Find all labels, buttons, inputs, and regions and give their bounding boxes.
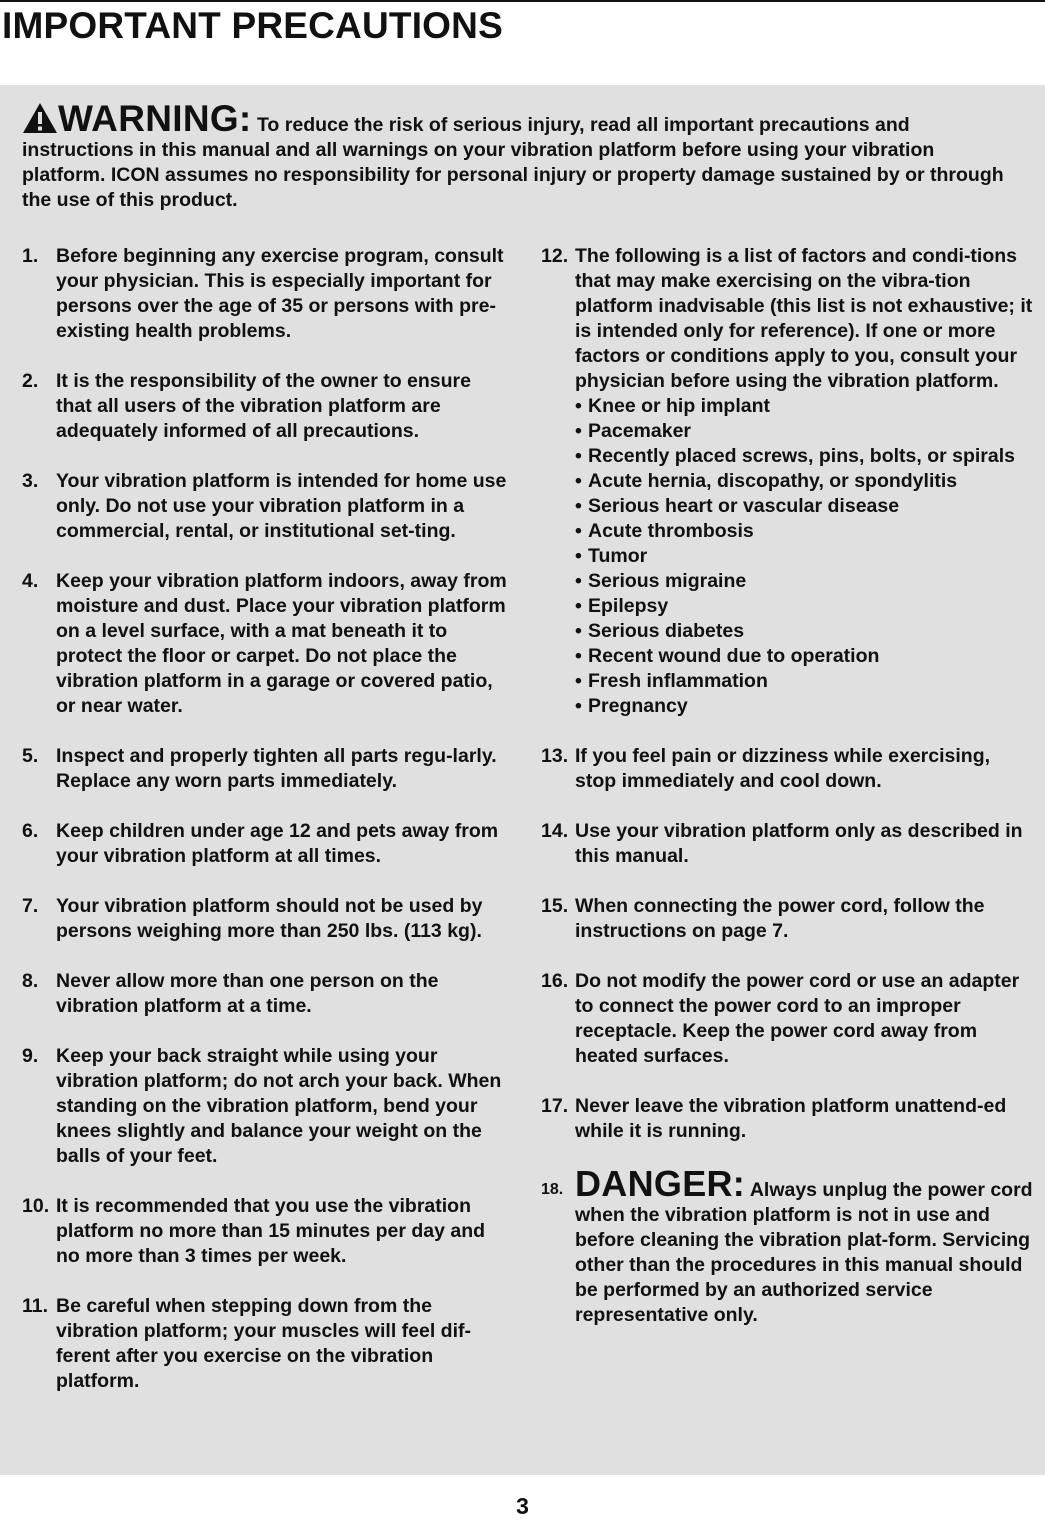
item-text: Keep your back straight while using your vibration platform; do not arch your back. When standing on the vibration platform, bend your knees slightly and balance your weight on the balls of your feet. <box>56 1045 502 1167</box>
item-number: 13. <box>541 745 569 767</box>
item-number: 5. <box>22 745 39 767</box>
top-rule <box>0 0 1045 2</box>
item-number: 2. <box>22 370 39 392</box>
condition-list <box>575 394 1036 719</box>
item-number: 8. <box>22 970 39 992</box>
item-number: 9. <box>22 1045 39 1067</box>
bullet-mark: • <box>575 420 582 442</box>
bullet-mark: • <box>575 445 582 467</box>
bullet-mark: • <box>575 495 582 517</box>
condition-item: • Tumor <box>575 545 648 567</box>
bullet-mark: • <box>575 470 582 492</box>
page-number: 3 <box>516 1493 529 1519</box>
item-text: Never allow more than one person on the vibration platform at a time. <box>56 970 439 1017</box>
condition-item: • Knee or hip implant <box>575 395 771 417</box>
item-number: 3. <box>22 470 39 492</box>
precaution-item-12 <box>541 244 1036 719</box>
left-column <box>22 244 512 1419</box>
condition-item: • Serious migraine <box>575 570 747 592</box>
bullet-mark: • <box>575 395 582 417</box>
item-number: 14. <box>541 820 569 842</box>
item-text: Keep your vibration platform indoors, away from moisture and dust. Place your vibration platform on a level surface, with a mat beneath it to protect the floor or carpet. Do not place the vibration platform in a garage or covered patio, or near water. <box>56 570 507 717</box>
danger-text: Always unplug the power cord when the vibration platform is not in use and before cleaning the vibration plat-form. Servicing other than the procedures in this manual should be performed by an authorized service representative only. <box>575 1179 1033 1326</box>
item-number: 10. <box>22 1195 50 1217</box>
danger-text-block <box>575 1163 1036 1328</box>
precaution-item-15 <box>541 894 1036 944</box>
precaution-item-10 <box>22 1194 512 1269</box>
right-column <box>541 244 1036 1353</box>
bullet-mark: • <box>575 620 582 642</box>
condition-item: • Serious diabetes <box>575 620 745 642</box>
bullet-mark: • <box>575 595 582 617</box>
bullet-mark: • <box>575 570 582 592</box>
page-title: IMPORTANT PRECAUTIONS <box>2 5 503 46</box>
warning-text: To reduce the risk of serious injury, read all important precautions and instructions in this manual and all warnings on your vibration platform before using your vibration platform. ICON assumes no responsibility for personal injury or property damage sustained by or through the use of this product. <box>22 114 1004 211</box>
precaution-item-18 <box>541 1163 1036 1328</box>
item-text: If you feel pain or dizziness while exercising, stop immediately and cool down. <box>575 745 991 792</box>
warning-block <box>22 98 1022 213</box>
item-text: Be careful when stepping down from the vibration platform; your muscles will feel dif-ferent after you exercise on the vibration platform. <box>56 1295 471 1392</box>
precaution-item-8 <box>22 969 512 1019</box>
bullet-mark: • <box>575 645 582 667</box>
item-text: It is recommended that you use the vibration platform no more than 15 minutes per day and no more than 3 times per week. <box>56 1195 486 1267</box>
precaution-item-13 <box>541 744 1036 794</box>
precaution-item-5 <box>22 744 512 794</box>
precaution-item-14 <box>541 819 1036 869</box>
precaution-item-7 <box>22 894 512 944</box>
item-number: 17. <box>541 1095 569 1117</box>
bullet-mark: • <box>575 670 582 692</box>
condition-item: • Recent wound due to operation <box>575 645 880 667</box>
precaution-item-17 <box>541 1094 1036 1144</box>
condition-item: • Serious heart or vascular disease <box>575 495 900 517</box>
item-number: 11. <box>22 1295 49 1317</box>
item-text: Your vibration platform is intended for home use only. Do not use your vibration platform in a commercial, rental, or institutional set-ting. <box>56 470 507 542</box>
item-text: Keep children under age 12 and pets away from your vibration platform at all times. <box>56 820 499 867</box>
condition-item: • Fresh inflammation <box>575 670 768 692</box>
warning-label: WARNING: <box>58 98 252 139</box>
item-text: Before beginning any exercise program, consult your physician. This is especially important for persons over the age of 35 or persons with pre-existing health problems. <box>56 245 504 342</box>
precaution-item-16 <box>541 969 1036 1069</box>
precaution-item-1 <box>22 244 512 344</box>
condition-item: • Recently placed screws, pins, bolts, or spirals <box>575 445 1015 467</box>
bullet-mark: • <box>575 545 582 567</box>
item-number: 12. <box>541 245 569 267</box>
bullet-mark: • <box>575 520 582 542</box>
danger-label: DANGER: <box>575 1163 746 1204</box>
precaution-item-9 <box>22 1044 512 1169</box>
item-number: 6. <box>22 820 39 842</box>
condition-item: • Acute thrombosis <box>575 520 754 542</box>
item-number: 7. <box>22 895 39 917</box>
condition-item: • Pacemaker <box>575 420 692 442</box>
item-number: 16. <box>541 970 569 992</box>
item-number: 15. <box>541 895 569 917</box>
condition-item: • Acute hernia, discopathy, or spondylitis <box>575 470 958 492</box>
item-number: 1. <box>22 245 39 267</box>
item-text: Use your vibration platform only as described in this manual. <box>575 820 1023 867</box>
bullet-mark: • <box>575 695 582 717</box>
item-text: Do not modify the power cord or use an adapter to connect the power cord to an improper receptacle. Keep the power cord away from heated surfaces. <box>575 970 1020 1067</box>
warning-triangle-icon <box>22 102 58 134</box>
item-text: Your vibration platform should not be used by persons weighing more than 250 lbs. (113 kg). <box>56 895 483 942</box>
item-text: The following is a list of factors and condi-tions that may make exercising on the vibra-tion platform inadvisable (this list is not exhaustive; it is intended only for reference). If one or more factors or conditions apply to you, consult your physician before using the vibration platform. <box>575 245 1033 392</box>
item-text: Never leave the vibration platform unattend-ed while it is running. <box>575 1095 1007 1142</box>
item-text: Inspect and properly tighten all parts regu-larly. Replace any worn parts immediately. <box>56 745 497 792</box>
precaution-item-6 <box>22 819 512 869</box>
precaution-item-2 <box>22 369 512 444</box>
condition-item: • Pregnancy <box>575 695 688 717</box>
item-text: When connecting the power cord, follow the instructions on page 7. <box>575 895 985 942</box>
precaution-item-4 <box>22 569 512 719</box>
item-text: It is the responsibility of the owner to ensure that all users of the vibration platform are adequately informed of all precautions. <box>56 370 471 442</box>
precaution-item-3 <box>22 469 512 544</box>
precaution-item-11 <box>22 1294 512 1394</box>
item-number: 18. <box>541 1181 564 1198</box>
condition-item: • Epilepsy <box>575 595 669 617</box>
item-number: 4. <box>22 570 39 592</box>
